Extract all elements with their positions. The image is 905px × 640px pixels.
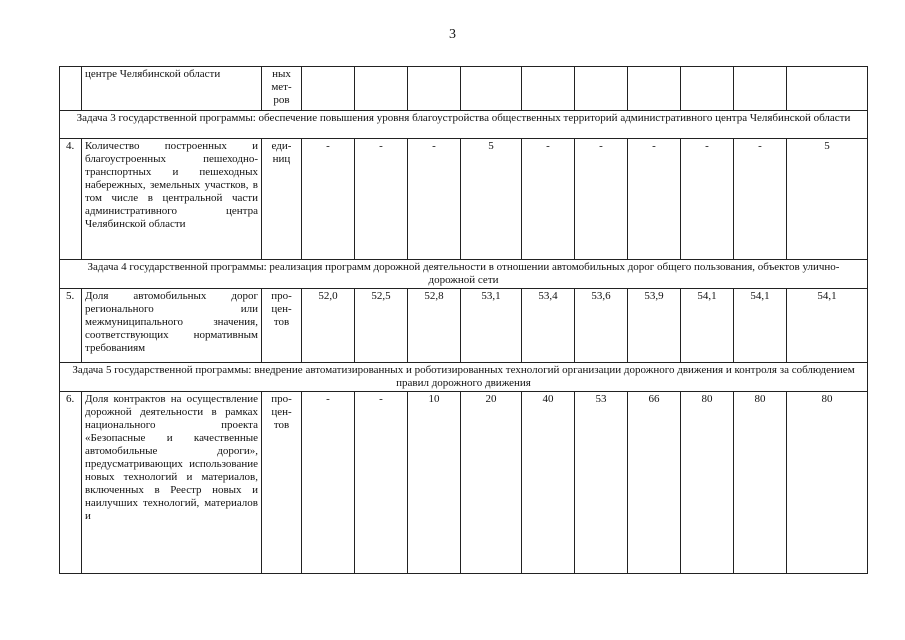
value-cell: - <box>355 139 408 260</box>
table-row <box>60 139 868 260</box>
value-cell: 80 <box>734 392 787 574</box>
indicator-name: Доля контрактов на осуществление дорожной деятельности в рамках национального проекта «Безопасные и качественные автомобильные дороги», предусматривающих использование новых технологий и материалов, включенных в Реестр новых и наилучших технологий, материалов и <box>82 392 262 574</box>
value-cell: 53,4 <box>522 289 575 363</box>
value-cell: 20 <box>461 392 522 574</box>
value-cell: - <box>302 392 355 574</box>
value-cell <box>302 67 355 111</box>
value-cell: 53,1 <box>461 289 522 363</box>
indicators-table <box>59 66 867 574</box>
value-cell: - <box>355 392 408 574</box>
indicator-name: Доля автомобильных дорог регионального или межмуниципального значения, соответствующих нормативным требованиям <box>82 289 262 363</box>
value-cell: 40 <box>522 392 575 574</box>
table-row <box>60 67 868 111</box>
row-number: 4. <box>60 139 82 260</box>
value-cell: 5 <box>787 139 868 260</box>
task-heading: Задача 3 государственной программы: обеспечение повышения уровня благоустройства общественных территорий административного центра Челябинской области <box>60 111 868 139</box>
value-cell: - <box>408 139 461 260</box>
task-row <box>60 260 868 289</box>
table-row <box>60 289 868 363</box>
unit-cell: еди- ниц <box>262 139 302 260</box>
value-cell: - <box>302 139 355 260</box>
value-cell <box>522 67 575 111</box>
value-cell: - <box>681 139 734 260</box>
value-cell: 52,5 <box>355 289 408 363</box>
value-cell: - <box>522 139 575 260</box>
indicator-name: Количество построенных и благоустроенных пешеходно-транспортных и пешеходных набережных, земельных участков, в том числе в центральной части административного центра Челябинской области <box>82 139 262 260</box>
value-cell <box>628 67 681 111</box>
value-cell <box>787 67 868 111</box>
value-cell: 52,8 <box>408 289 461 363</box>
value-cell: - <box>575 139 628 260</box>
task-row <box>60 111 868 139</box>
value-cell: - <box>628 139 681 260</box>
value-cell: 52,0 <box>302 289 355 363</box>
row-number <box>60 67 82 111</box>
unit-cell: про- цен- тов <box>262 289 302 363</box>
value-cell: 80 <box>787 392 868 574</box>
value-cell <box>355 67 408 111</box>
value-cell: 54,1 <box>681 289 734 363</box>
value-cell: 10 <box>408 392 461 574</box>
unit-cell: ных мет- ров <box>262 67 302 111</box>
value-cell <box>734 67 787 111</box>
value-cell <box>408 67 461 111</box>
value-cell: 66 <box>628 392 681 574</box>
table-row <box>60 392 868 574</box>
indicator-name: центре Челябинской области <box>82 67 262 111</box>
unit-cell: про- цен- тов <box>262 392 302 574</box>
value-cell: 54,1 <box>787 289 868 363</box>
page-number: 3 <box>449 27 456 42</box>
task-row <box>60 363 868 392</box>
value-cell <box>575 67 628 111</box>
value-cell: 53,9 <box>628 289 681 363</box>
value-cell: 5 <box>461 139 522 260</box>
value-cell: 54,1 <box>734 289 787 363</box>
row-number: 6. <box>60 392 82 574</box>
value-cell: - <box>734 139 787 260</box>
row-number: 5. <box>60 289 82 363</box>
task-heading: Задача 5 государственной программы: внедрение автоматизированных и роботизированных технологий организации дорожного движения и контроля за соблюдением правил дорожного движения <box>60 363 868 392</box>
task-heading: Задача 4 государственной программы: реализация программ дорожной деятельности в отношении автомобильных дорог общего пользования, объектов улично-дорожной сети <box>60 260 868 289</box>
value-cell: 53 <box>575 392 628 574</box>
value-cell <box>681 67 734 111</box>
value-cell: 80 <box>681 392 734 574</box>
value-cell: 53,6 <box>575 289 628 363</box>
value-cell <box>461 67 522 111</box>
